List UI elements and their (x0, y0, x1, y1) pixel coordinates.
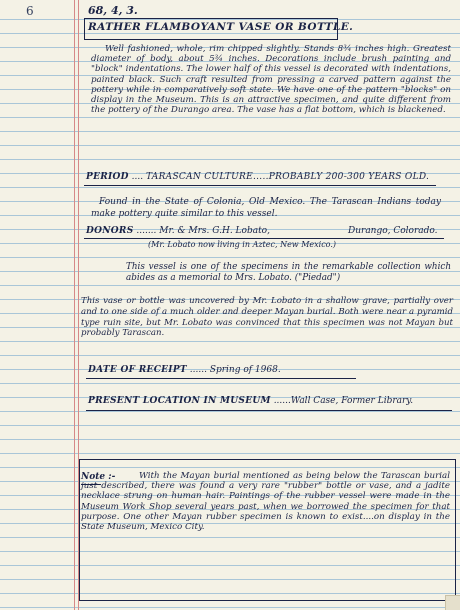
page-number: 6 (26, 4, 34, 18)
period-underline (84, 185, 436, 186)
page-corner (445, 595, 460, 610)
location-underline (86, 410, 452, 411)
memorial-paragraph: This vessel is one of the specimens in the remarkable collection which abides as a memorial to Mrs. Lobato. ("Piedad") (126, 262, 451, 283)
receipt-value: ...... Spring of 1968. (189, 365, 281, 375)
period-value: TARASCAN CULTURE.....PROBABLY 200-300 YEARS OLD. (145, 172, 430, 182)
donors-value: Mr. & Mrs. G.H. Lobato, (159, 226, 270, 236)
note-label: Note :- (81, 472, 116, 482)
period-row: PERIOD .... TARASCAN CULTURE.....PROBABLY 200-300 YEARS OLD. (86, 172, 430, 182)
receipt-label: DATE OF RECEIPT (88, 365, 187, 375)
period-label: PERIOD (86, 172, 129, 182)
location-label: PRESENT LOCATION IN MUSEUM (88, 396, 271, 406)
note-paragraph: With the Mayan burial mentioned as being below the Tarascan burial just described, there was found a very rare "rubber" bottle or vase, and a jadite necklace strung on human hair. Paintings of the rubber vessel were made in the Museum Work Shop several years past, when we borrowed the specimen for that purpose. One other Mayan rubber specimen is known to exist....on display in the State Museum, Mexico City. (81, 471, 450, 533)
page-title: RATHER FLAMBOYANT VASE OR BOTTLE. (88, 21, 354, 33)
location-value: ......Wall Case, Former Library. (273, 396, 414, 406)
receipt-row (88, 365, 281, 375)
donors-note: (Mr. Lobato now living in Aztec, New Mexico.) (148, 240, 337, 249)
description-paragraph: Well fashioned, whole, rim chipped slightly. Stands 8¾ inches high. Greatest diameter of body, about 5¾ inches. Decorations include brush painting and "block" indentations. The lower half of this vessel is decorated with indentations, painted black. Such craft resulted from pressing a carved pattern against the pottery while in comparatively soft state. We have one of the pattern "blocks" on display in the Museum. This is an attractive specimen, and quite different from the pottery of the Durango area. The vase has a flat bottom, which is blackened. (91, 44, 451, 116)
donors-row: DONORS ....... Mr. & Mrs. G.H. Lobato, (86, 226, 270, 236)
donors-label: DONORS (86, 226, 134, 236)
receipt-underline (86, 378, 356, 379)
catalog-number: 68, 4, 3. (88, 4, 138, 17)
found-paragraph: Found in the State of Colonia, Old Mexico. The Tarascan Indians today make pottery quite similar to this vessel. (91, 197, 441, 219)
donors-location: Durango, Colorado. (348, 226, 438, 236)
burial-paragraph: This vase or bottle was uncovered by Mr. Lobato in a shallow grave, partially over and to one side of a much older and deeper Mayan burial. Both were near a pyramid type ruin site, but Mr. Lobato was convinced that this specimen was not Mayan but probably Tarascan. (81, 296, 453, 339)
margin-line (74, 0, 75, 610)
donors-underline (84, 238, 444, 239)
location-row (88, 396, 413, 406)
